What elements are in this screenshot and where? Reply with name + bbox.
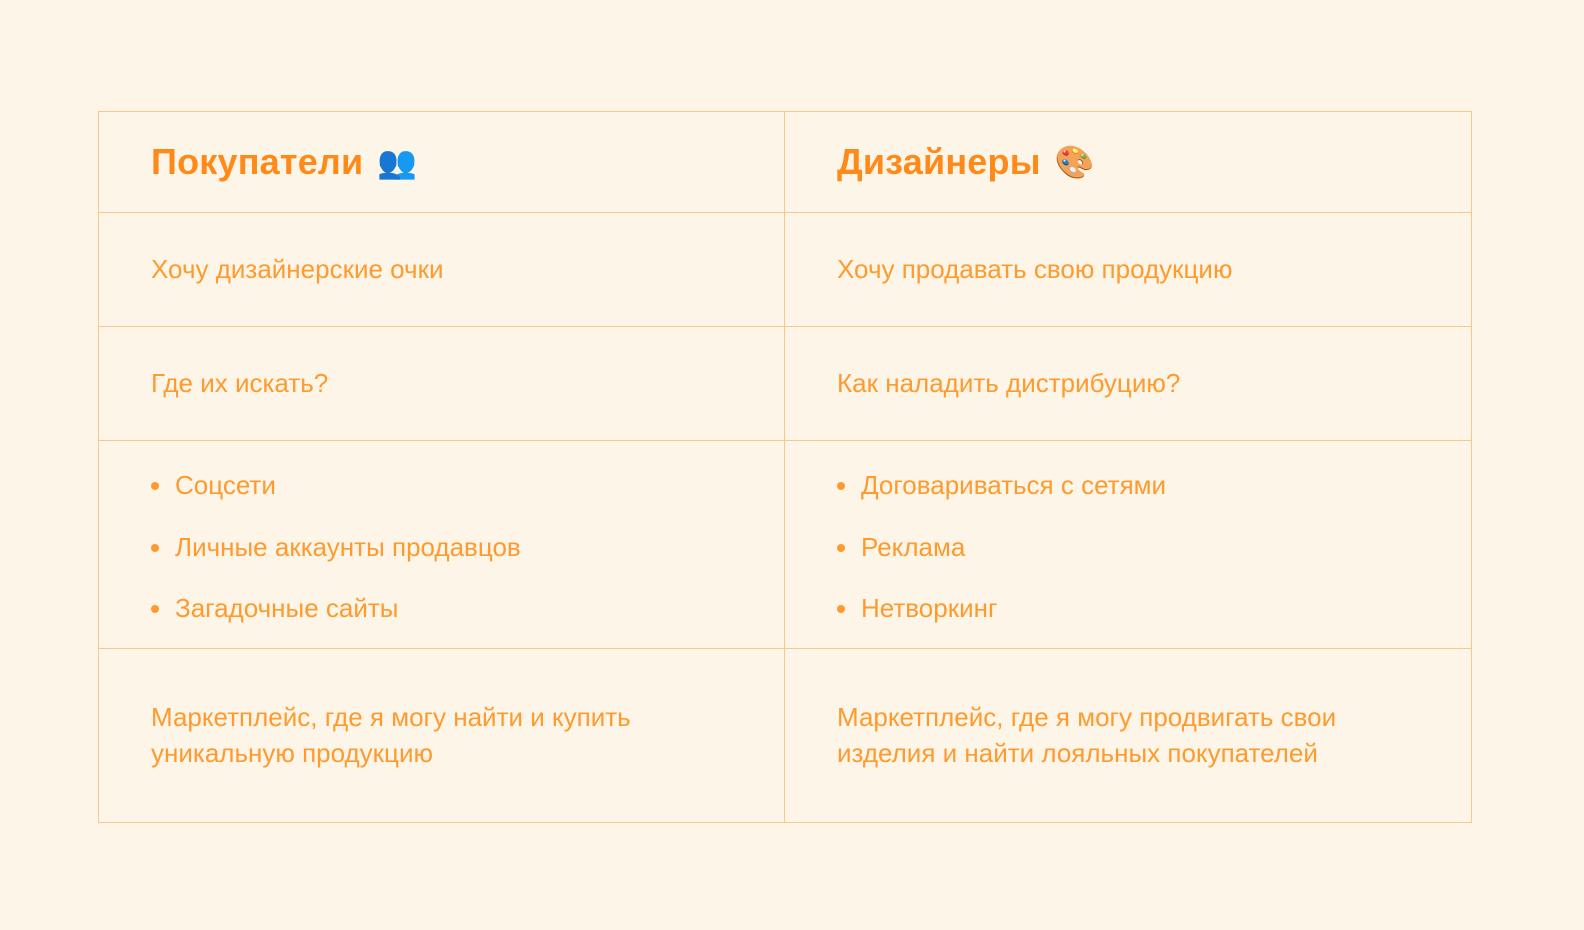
list-item xyxy=(151,531,732,565)
cell-text: Как наладить дистрибуцию? xyxy=(837,367,1181,398)
cell-buyers-summary xyxy=(99,649,785,822)
bullet-dot-icon xyxy=(151,544,159,552)
cell-text: Хочу продавать свою продукцию xyxy=(837,253,1233,284)
bullet-dot-icon xyxy=(151,605,159,613)
column-title-designers: Дизайнеры xyxy=(837,141,1041,182)
cell-text: Где их искать? xyxy=(151,367,329,398)
cell-buyers-need xyxy=(99,213,785,326)
list-item xyxy=(837,531,1419,565)
column-heading-designers xyxy=(837,141,1419,183)
bullet-dot-icon xyxy=(837,605,845,613)
list-item xyxy=(837,592,1419,626)
list-item-label: Загадочные сайты xyxy=(175,593,399,624)
list-item-label: Личные аккаунты продавцов xyxy=(175,531,521,562)
designers-options-list xyxy=(837,469,1419,626)
table-row xyxy=(99,649,1471,822)
list-item-label: Соцсети xyxy=(175,469,276,500)
list-item xyxy=(151,469,732,503)
table-header-row xyxy=(99,112,1471,213)
table-row xyxy=(99,441,1471,649)
list-item-label: Договариваться с сетями xyxy=(861,469,1167,500)
cell-text: Маркетплейс, где я могу найти и купить уникальную продукцию xyxy=(151,701,631,768)
artist-palette-emoji: 🎨 xyxy=(1054,144,1095,180)
bullet-dot-icon xyxy=(151,482,159,490)
cell-designers-options xyxy=(785,441,1471,648)
cell-buyers-options xyxy=(99,441,785,648)
column-heading-buyers xyxy=(151,141,732,183)
bullet-dot-icon xyxy=(837,482,845,490)
buyers-options-list xyxy=(151,469,732,626)
list-item-label: Реклама xyxy=(861,531,966,562)
table-row xyxy=(99,327,1471,441)
list-item xyxy=(837,469,1419,503)
cell-designers-summary xyxy=(785,649,1471,822)
list-item-label: Нетворкинг xyxy=(861,593,998,624)
cell-text: Хочу дизайнерские очки xyxy=(151,253,444,284)
table-row xyxy=(99,213,1471,327)
cell-designers-need xyxy=(785,213,1471,326)
column-title-buyers: Покупатели xyxy=(151,141,364,182)
cell-text: Маркетплейс, где я могу продвигать свои изделия и найти лояльных покупателей xyxy=(837,701,1337,768)
cell-designers-question xyxy=(785,327,1471,440)
table-header-cell-buyers xyxy=(99,112,785,212)
list-item xyxy=(151,592,732,626)
busts-in-silhouette-emoji: 👥 xyxy=(377,144,418,180)
bullet-dot-icon xyxy=(837,544,845,552)
comparison-table xyxy=(98,111,1472,823)
table-header-cell-designers xyxy=(785,112,1471,212)
cell-buyers-question xyxy=(99,327,785,440)
